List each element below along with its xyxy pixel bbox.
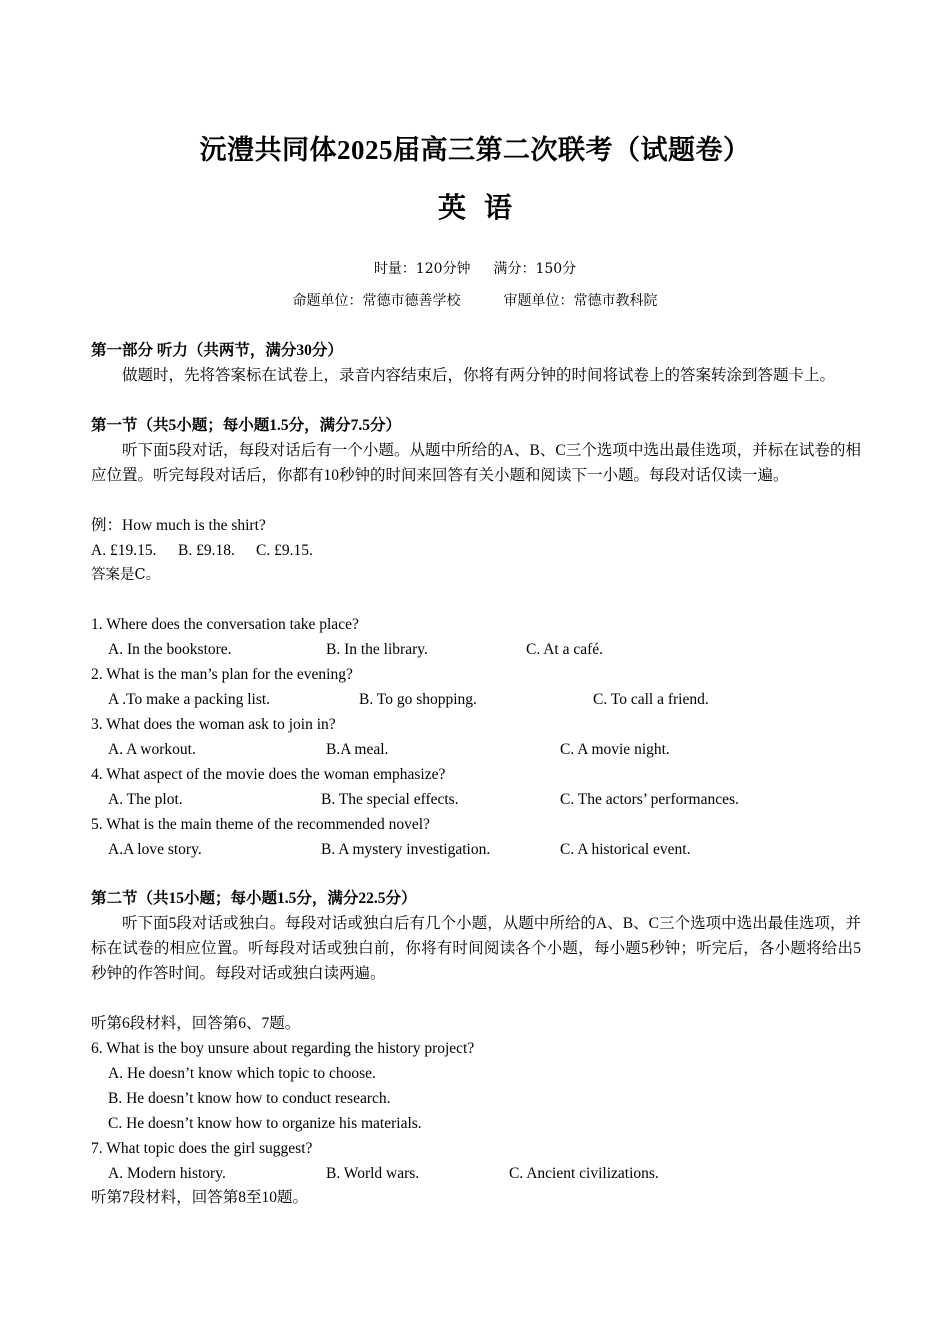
time-limit: 时量：120分钟 xyxy=(373,261,471,277)
q2-option-b: B. To go shopping. xyxy=(359,691,477,708)
q1-option-c: C. At a café. xyxy=(526,641,604,658)
q4-option-b: B. The special effects. xyxy=(321,791,459,808)
question-6: 6. What is the boy unsure about regarding the history project? xyxy=(91,1040,475,1057)
question-3: 3. What does the woman ask to join in? xyxy=(91,716,336,733)
exam-time-info xyxy=(0,258,950,278)
q7-option-c: C. Ancient civilizations. xyxy=(509,1165,659,1182)
material-7-heading: 听第7段材料，回答第8至10题。 xyxy=(91,1189,309,1206)
question-5: 5. What is the main theme of the recommended novel? xyxy=(91,816,430,833)
question-2: 2. What is the man’s plan for the evening? xyxy=(91,666,353,683)
q7-option-b: B. World wars. xyxy=(326,1165,420,1182)
example-option-a: A. £19.15. xyxy=(91,542,157,559)
q6-option-c: C. He doesn’t know how to organize his materials. xyxy=(108,1115,422,1132)
q2-option-c: C. To call a friend. xyxy=(593,691,709,708)
q7-option-a: A. Modern history. xyxy=(108,1165,226,1182)
q2-option-a: A .To make a packing list. xyxy=(108,691,271,708)
part1-heading: 第一部分 听力（共两节，满分30分） xyxy=(91,342,343,359)
part1-instruction: 做题时，先将答案标在试卷上，录音内容结束后，你将有两分钟的时间将试卷上的答案转涂到答题卡上。 xyxy=(122,366,836,384)
question-7: 7. What topic does the girl suggest? xyxy=(91,1140,313,1157)
question-1: 1. Where does the conversation take place? xyxy=(91,616,359,633)
subject-title: 英语 xyxy=(437,193,530,224)
q6-option-a: A. He doesn’t know which topic to choose. xyxy=(108,1065,376,1082)
question-4: 4. What aspect of the movie does the woman emphasize? xyxy=(91,766,446,783)
q1-option-b: B. In the library. xyxy=(326,641,428,658)
q5-option-a: A.A love story. xyxy=(108,841,202,858)
section2-heading: 第二节（共15小题；每小题1.5分，满分22.5分） xyxy=(91,890,417,907)
example-question: 例：How much is the shirt? xyxy=(91,517,266,534)
q3-option-a: A. A workout. xyxy=(108,741,196,758)
example-option-c: C. £9.15. xyxy=(256,542,313,559)
q4-option-a: A. The plot. xyxy=(108,791,183,808)
q6-option-b: B. He doesn’t know how to conduct research. xyxy=(108,1090,391,1107)
section1-heading: 第一节（共5小题；每小题1.5分，满分7.5分） xyxy=(91,417,402,434)
full-score: 满分：150分 xyxy=(493,261,577,277)
section1-instruction: 听下面5段对话，每段对话后有一个小题。从题中所给的A、B、C三个选项中选出最佳选项，并标在试卷的相应位置。听完每段对话后，你都有10秒钟的时间来回答有关小题和阅读下一小题。每段对话仅读一遍。 xyxy=(91,442,861,484)
q1-option-a: A. In the bookstore. xyxy=(108,641,232,658)
section2-instruction: 听下面5段对话或独白。每段对话或独白后有几个小题，从题中所给的A、B、C三个选项中选出最佳选项，并标在试卷的相应位置。听每段对话或独白前，你将有时间阅读各个小题，每小题5秒钟；听完后，各小题将给出5秒钟的作答时间。每段对话或独白读两遍。 xyxy=(91,915,861,982)
q4-option-c: C. The actors’ performances. xyxy=(560,791,739,808)
exam-unit-info xyxy=(0,290,950,310)
material-6-heading: 听第6段材料，回答第6、7题。 xyxy=(91,1015,301,1032)
q3-option-b: B.A meal. xyxy=(326,741,389,758)
example-option-b: B. £9.18. xyxy=(178,542,235,559)
q5-option-c: C. A historical event. xyxy=(560,841,691,858)
example-answer: 答案是C。 xyxy=(91,567,161,583)
reviewer-unit: 审题单位：常德市教科院 xyxy=(503,293,658,309)
q5-option-b: B. A mystery investigation. xyxy=(321,841,491,858)
q3-option-c: C. A movie night. xyxy=(560,741,670,758)
exam-title: 沅澧共同体2025届高三第二次联考（试题卷） xyxy=(199,135,751,165)
setter-unit: 命题单位：常德市德善学校 xyxy=(292,293,461,309)
